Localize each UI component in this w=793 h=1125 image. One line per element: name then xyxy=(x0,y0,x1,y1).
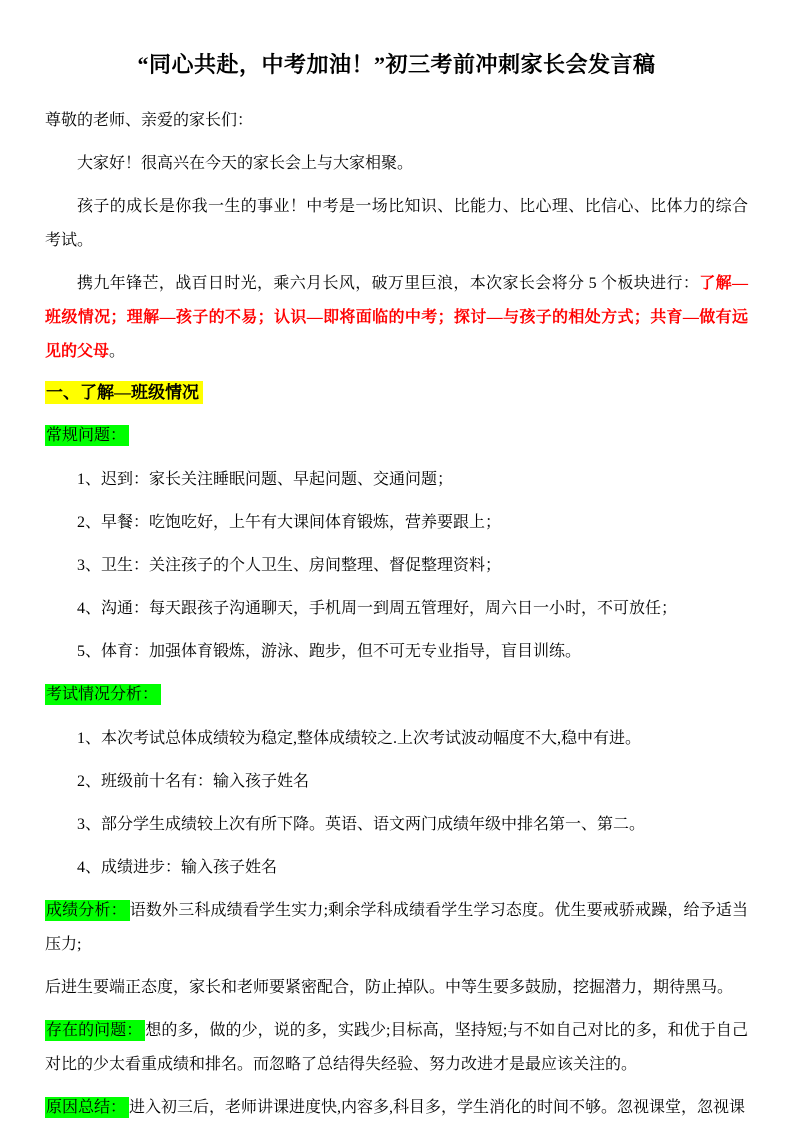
plan-end-punctuation: 。 xyxy=(109,343,126,360)
list-item-regular-5: 5、体育：加强体育锻炼，游泳、跑步，但不可无专业指导，盲目训练。 xyxy=(77,643,582,660)
paragraph-problems xyxy=(45,1014,748,1082)
section-heading-1 xyxy=(45,378,748,408)
list-item-regular-1: 1、迟到：家长关注睡眠问题、早起问题、交通问题； xyxy=(77,471,454,488)
paragraph-regular-label xyxy=(45,419,748,453)
paragraph-meeting-plan xyxy=(45,267,748,369)
paragraph-growth: 孩子的成长是你我一生的事业！中考是一场比知识、比能力、比心理、比信心、比体力的综合考试。 xyxy=(45,198,748,249)
problems-text: 想的多，做的少，说的多，实践少;目标高，坚持短;与不如自己对比的多，和优于自己对比的少太看重成绩和排名。而忽略了总结得失经验、努力改进才是最应该关注的。 xyxy=(45,1022,748,1073)
list-item-exam-3: 3、部分学生成绩较上次有所下降。英语、语文两门成绩年级中排名第一、第二。 xyxy=(77,816,646,833)
plan-red-emphasis: 了解—班级情况；理解—孩子的不易；认识—即将面临的中考；探讨—与孩子的相处方式；共育—做有远见的父母 xyxy=(45,275,748,360)
paragraph-reason-summary xyxy=(45,1091,748,1125)
document-title: “同心共赴，中考加油！”初三考前冲刺家长会发言稿 xyxy=(137,52,656,77)
paragraph-hello: 大家好！很高兴在今天的家长会上与大家相聚。 xyxy=(77,155,414,172)
label-existing-problems: 存在的问题： xyxy=(45,1020,145,1041)
score-analysis-text: 语数外三科成绩看学生实力;剩余学科成绩看学生学习态度。优生要戒骄戒躁，给予适当压力; xyxy=(45,902,748,953)
list-item-exam-1: 1、本次考试总体成绩较为稳定,整体成绩较之.上次考试波动幅度不大,稳中有进。 xyxy=(77,730,642,747)
label-exam-analysis: 考试情况分析： xyxy=(45,684,161,705)
paragraph-score-analysis-2: 后进生要端正态度，家长和老师要紧密配合，防止掉队。中等生要多鼓励，挖掘潜力，期待黑马。 xyxy=(45,979,734,996)
plan-intro-text: 携九年锋芒，战百日时光，乘六月长风，破万里巨浪，本次家长会将分 5 个板块进行： xyxy=(77,275,700,292)
paragraph-score-analysis xyxy=(45,894,748,962)
list-item-regular-3: 3、卫生：关注孩子的个人卫生、房间整理、督促整理资料； xyxy=(77,557,502,574)
list-item-regular-4: 4、沟通：每天跟孩子沟通聊天，手机周一到周五管理好，周六日一小时，不可放任； xyxy=(77,600,678,617)
section-heading-1-highlight: 一、了解—班级情况 xyxy=(45,381,203,404)
reason-summary-text: 进入初三后，老师讲课进度快,内容多,科目多，学生消化的时间不够。忽视课堂，忽视课 xyxy=(129,1099,746,1116)
paragraph-exam-label xyxy=(45,678,748,712)
label-regular-questions: 常规问题： xyxy=(45,425,129,446)
label-reason-summary: 原因总结： xyxy=(45,1097,129,1118)
paragraph-greeting: 尊敬的老师、亲爱的家长们： xyxy=(45,112,254,129)
list-item-exam-4: 4、成绩进步：输入孩子姓名 xyxy=(77,859,278,876)
list-item-exam-2: 2、班级前十名有：输入孩子姓名 xyxy=(77,773,310,790)
label-score-analysis: 成绩分析： xyxy=(45,900,130,921)
list-item-regular-2: 2、早餐：吃饱吃好，上午有大课间体育锻炼，营养要跟上； xyxy=(77,514,502,531)
